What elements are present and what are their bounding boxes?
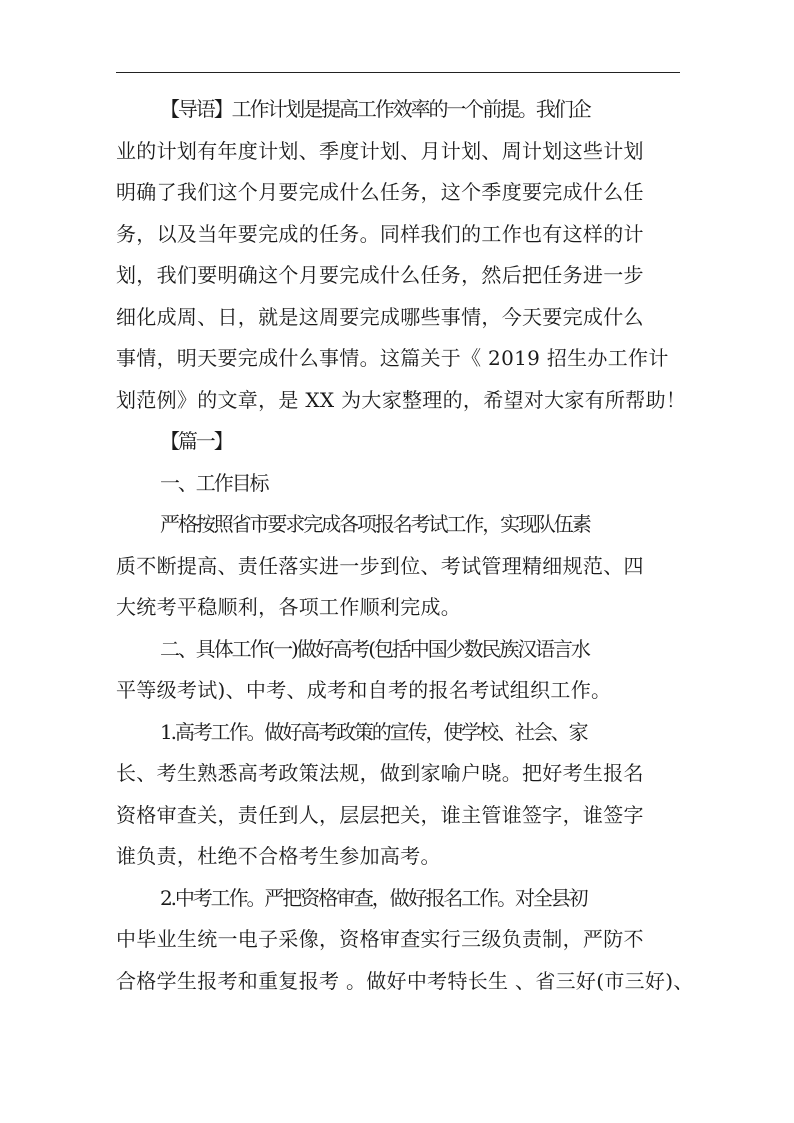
document-body (116, 89, 694, 1002)
text-line: 谁负责，杜绝不合格考生参加高考。 (116, 844, 441, 868)
text-line: 划范例》的文章，是 XX 为大家整理的，希望对大家有所帮助！ (116, 387, 687, 412)
paragraph-first-line: 一、工作目标 (160, 470, 268, 495)
text-line: 长、考生熟悉高考政策法规，做到家喻户晓。把好考生报名 (116, 761, 644, 785)
paragraph-first-line: 1.高考工作。做好高考政策的宣传，使学校、社会、家 (160, 719, 587, 744)
header-rule (116, 72, 680, 73)
text-line: 明确了我们这个月要完成什么任务，这个季度要完成什么任 (116, 180, 644, 204)
paragraph-first-line: 【导语】工作计划是提高工作效率的一个前提。我们企 (160, 97, 590, 121)
text-line: 质不断提高、责任落实进一步到位、考试管理精细规范、四 (116, 553, 644, 578)
text-line: 划，我们要明确这个月要完成什么任务，然后把任务进一步 (116, 263, 644, 287)
text-line: 务，以及当年要完成的任务。同样我们的工作也有这样的计 (116, 221, 644, 246)
text-line: 合格学生报考和重复报考 。做好中考特长生 、省三好(市三好)、 (116, 968, 694, 993)
text-line: 资格审查关，责任到人，层层把关，谁主管谁签字，谁签字 (116, 802, 644, 827)
paragraph-first-line: 二、具体工作(一)做好高考(包括中国少数民族汉语言水 (160, 636, 589, 661)
text-line: 事情，明天要完成什么事情。这篇关于《 2019 招生办工作计 (116, 346, 669, 370)
text-line: 大统考平稳顺利，各项工作顺利完成。 (116, 595, 462, 619)
text-line: 业的计划有年度计划、季度计划、月计划、周计划这些计划 (116, 138, 644, 163)
paragraph-first-line: 【篇一】 (160, 429, 232, 453)
paragraph-first-line: 2.中考工作。严把资格审查，做好报名工作。对全县初 (160, 885, 587, 910)
text-line: 中毕业生统一电子采像，资格审查实行三级负责制，严防不 (116, 927, 644, 951)
paragraph-first-line: 严格按照省市要求完成各项报名考试工作，实现队伍素 (160, 512, 590, 536)
text-line: 平等级考试)、中考、成考和自考的报名考试组织工作。 (116, 678, 612, 702)
text-line: 细化成周、日，就是这周要完成哪些事情，今天要完成什么 (116, 304, 644, 329)
